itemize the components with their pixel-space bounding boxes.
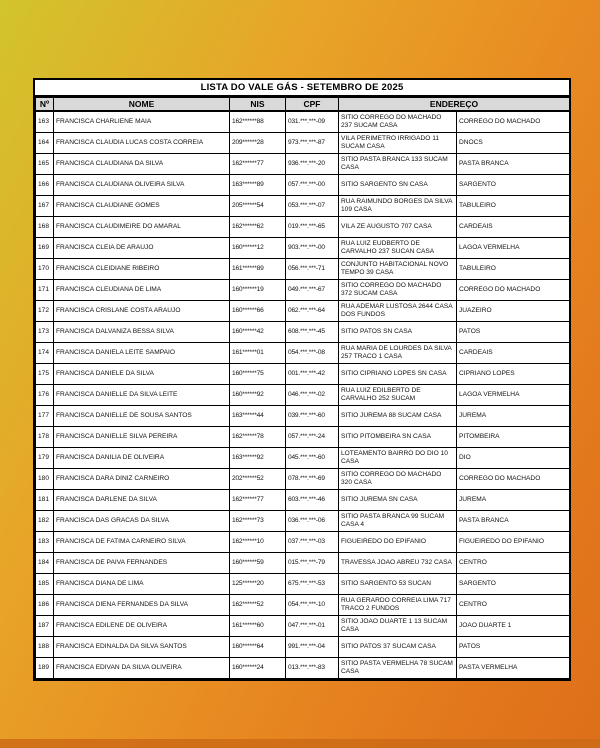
cell-endereco: SITIO JUREMA 88 SUCAM CASA (339, 406, 457, 427)
cell-num: 166 (36, 175, 54, 196)
cell-endereco: SITIO JOAO DUARTE 1 13 SUCAM CASA (339, 616, 457, 637)
cell-nis: 209******28 (230, 133, 286, 154)
cell-endereco: SITIO PASTA BRANCA 99 SUCAM CASA 4 (339, 511, 457, 532)
cell-num: 163 (36, 111, 54, 133)
cell-cpf: 047.***.***-01 (286, 616, 339, 637)
cell-cpf: 675.***.***-53 (286, 574, 339, 595)
cell-num: 169 (36, 238, 54, 259)
cell-bairro: CARDEAIS (457, 343, 570, 364)
cell-cpf: 936.***.***-20 (286, 154, 339, 175)
cell-bairro: PASTA VERMELHA (457, 658, 570, 679)
cell-cpf: 903.***.***-00 (286, 238, 339, 259)
cell-cpf: 057.***.***-00 (286, 175, 339, 196)
cell-num: 182 (36, 511, 54, 532)
cell-bairro: PASTA BRANCA (457, 154, 570, 175)
cell-cpf: 054.***.***-10 (286, 595, 339, 616)
cell-endereco: RUA LUIZ EUDBERTO DE CARVALHO 237 SUCAN CASA (339, 238, 457, 259)
cell-endereco: SITIO PATOS 37 SUCAM CASA (339, 637, 457, 658)
cell-cpf: 037.***.***-03 (286, 532, 339, 553)
table-row (36, 322, 570, 343)
cell-endereco: LOTEAMENTO BAIRRO DO DIO 10 CASA (339, 448, 457, 469)
cell-nome: FRANCISCA EDILENE DE OLIVEIRA (54, 616, 230, 637)
table-row (36, 280, 570, 301)
cell-nis: 162******62 (230, 217, 286, 238)
table-row (36, 301, 570, 322)
cell-nis: 125******20 (230, 574, 286, 595)
cell-nome: FRANCISCA DALVANIZA BESSA SILVA (54, 322, 230, 343)
table-header-row (36, 98, 570, 112)
cell-endereco: TRAVESSA JOAO ABREU 732 CASA (339, 553, 457, 574)
cell-bairro: PATOS (457, 322, 570, 343)
cell-nome: FRANCISCA CLEUDIANA DE LIMA (54, 280, 230, 301)
cell-nome: FRANCISCA DIANA DE LIMA (54, 574, 230, 595)
cell-cpf: 045.***.***-60 (286, 448, 339, 469)
table-body (36, 111, 570, 679)
cell-cpf: 001.***.***-42 (286, 364, 339, 385)
cell-nis: 161******89 (230, 259, 286, 280)
cell-nome: FRANCISCA CLAUDIA LUCAS COSTA CORREIA (54, 133, 230, 154)
cell-endereco: SITIO SARGENTO 53 SUCAN (339, 574, 457, 595)
cell-nome: FRANCISCA CLAUDIMEIRE DO AMARAL (54, 217, 230, 238)
cell-num: 188 (36, 637, 54, 658)
cell-num: 171 (36, 280, 54, 301)
cell-nome: FRANCISCA DARA DINIZ CARNEIRO (54, 469, 230, 490)
cell-nome: FRANCISCA CLAUDIANE GOMES (54, 196, 230, 217)
cell-cpf: 013.***.***-83 (286, 658, 339, 679)
cell-nome: FRANCISCA DARLENE DA SILVA (54, 490, 230, 511)
table-row (36, 616, 570, 637)
cell-nome: FRANCISCA DANILIA DE OLIVEIRA (54, 448, 230, 469)
cell-cpf: 049.***.***-67 (286, 280, 339, 301)
cell-num: 178 (36, 427, 54, 448)
table-row (36, 111, 570, 133)
cell-bairro: PASTA BRANCA (457, 511, 570, 532)
table-row (36, 217, 570, 238)
cell-cpf: 603.***.***-46 (286, 490, 339, 511)
cell-cpf: 608.***.***-45 (286, 322, 339, 343)
cell-num: 183 (36, 532, 54, 553)
table-row (36, 343, 570, 364)
cell-nis: 205******54 (230, 196, 286, 217)
cell-cpf: 019.***.***-65 (286, 217, 339, 238)
cell-num: 168 (36, 217, 54, 238)
cell-nome: FRANCISCA DANIELA LEITE SAMPAIO (54, 343, 230, 364)
cell-cpf: 015.***.***-79 (286, 553, 339, 574)
header-nis: NIS (230, 98, 286, 112)
cell-bairro: CENTRO (457, 595, 570, 616)
cell-num: 176 (36, 385, 54, 406)
cell-bairro: PATOS (457, 637, 570, 658)
cell-endereco: CONJUNTO HABITACIONAL NOVO TEMPO 39 CASA (339, 259, 457, 280)
cell-cpf: 078.***.***-69 (286, 469, 339, 490)
cell-bairro: LAGOA VERMELHA (457, 238, 570, 259)
cell-nis: 160******66 (230, 301, 286, 322)
table-row (36, 175, 570, 196)
table-row (36, 364, 570, 385)
table-row (36, 595, 570, 616)
cell-nome: FRANCISCA CLEIA DE ARAUJO (54, 238, 230, 259)
cell-endereco: SITIO PASTA VERMELHA 78 SUCAM CASA (339, 658, 457, 679)
cell-endereco: SITIO CORREGO DO MACHADO 237 SUCAM CASA (339, 111, 457, 133)
cell-num: 170 (36, 259, 54, 280)
cell-num: 186 (36, 595, 54, 616)
cell-nome: FRANCISCA DANIELLE SILVA PEREIRA (54, 427, 230, 448)
cell-num: 164 (36, 133, 54, 154)
cell-endereco: SITIO PITOMBEIRA SN CASA (339, 427, 457, 448)
cell-nome: FRANCISCA CHARLIENE MAIA (54, 111, 230, 133)
cell-num: 165 (36, 154, 54, 175)
cell-nis: 163******92 (230, 448, 286, 469)
table-row (36, 532, 570, 553)
cell-nis: 162******10 (230, 532, 286, 553)
document-sheet (33, 78, 571, 681)
cell-cpf: 062.***.***-64 (286, 301, 339, 322)
cell-nome: FRANCISCA CLEIDIANE RIBEIRO (54, 259, 230, 280)
cell-cpf: 054.***.***-08 (286, 343, 339, 364)
cell-nome: FRANCISCA DIENA FERNANDES DA SILVA (54, 595, 230, 616)
cell-nis: 160******12 (230, 238, 286, 259)
cell-bairro: DIO (457, 448, 570, 469)
table-row (36, 238, 570, 259)
table-row (36, 637, 570, 658)
cell-endereco: SITIO PATOS SN CASA (339, 322, 457, 343)
cell-bairro: FIGUEIREDO DO EPIFANIO (457, 532, 570, 553)
cell-nome: FRANCISCA EDIVAN DA SILVA OLIVEIRA (54, 658, 230, 679)
cell-nome: FRANCISCA CLAUDIANA DA SILVA (54, 154, 230, 175)
cell-num: 175 (36, 364, 54, 385)
cell-num: 179 (36, 448, 54, 469)
cell-nis: 160******75 (230, 364, 286, 385)
table-row (36, 133, 570, 154)
cell-cpf: 991.***.***-04 (286, 637, 339, 658)
cell-nome: FRANCISCA DE PAIVA FERNANDES (54, 553, 230, 574)
cell-nome: FRANCISCA DANIELLE DE SOUSA SANTOS (54, 406, 230, 427)
page-background-bottom-strip (0, 739, 600, 748)
cell-bairro: JUREMA (457, 406, 570, 427)
cell-nis: 160******24 (230, 658, 286, 679)
cell-bairro: CORREGO DO MACHADO (457, 280, 570, 301)
cell-cpf: 057.***.***-24 (286, 427, 339, 448)
cell-nis: 160******42 (230, 322, 286, 343)
cell-endereco: SITIO JUREMA SN CASA (339, 490, 457, 511)
cell-endereco: SITIO CIPRIANO LOPES SN CASA (339, 364, 457, 385)
cell-endereco: RUA LUIZ EDILBERTO DE CARVALHO 252 SUCAM (339, 385, 457, 406)
table-row (36, 469, 570, 490)
vale-gas-table (35, 97, 570, 679)
cell-nome: FRANCISCA DANIELE DA SILVA (54, 364, 230, 385)
cell-endereco: SITIO CORREGO DO MACHADO 372 SUCAM CASA (339, 280, 457, 301)
cell-num: 185 (36, 574, 54, 595)
document-title: LISTA DO VALE GÁS - SETEMBRO DE 2025 (35, 80, 569, 97)
cell-nis: 160******92 (230, 385, 286, 406)
cell-cpf: 056.***.***-71 (286, 259, 339, 280)
cell-bairro: CORREGO DO MACHADO (457, 469, 570, 490)
table-row (36, 490, 570, 511)
cell-num: 173 (36, 322, 54, 343)
cell-nome: FRANCISCA DAS GRACAS DA SILVA (54, 511, 230, 532)
cell-nis: 160******59 (230, 553, 286, 574)
cell-endereco: RUA GERARDO CORREIA LIMA 717 TRACO 2 FUNDOS (339, 595, 457, 616)
cell-nome: FRANCISCA CLAUDIANA OLIVEIRA SILVA (54, 175, 230, 196)
cell-bairro: SARGENTO (457, 175, 570, 196)
header-cpf: CPF (286, 98, 339, 112)
cell-bairro: LAGOA VERMELHA (457, 385, 570, 406)
cell-cpf: 046.***.***-02 (286, 385, 339, 406)
cell-bairro: CARDEAIS (457, 217, 570, 238)
cell-bairro: DNOCS (457, 133, 570, 154)
table-row (36, 406, 570, 427)
cell-nis: 202******52 (230, 469, 286, 490)
table-row (36, 154, 570, 175)
cell-num: 181 (36, 490, 54, 511)
cell-num: 187 (36, 616, 54, 637)
cell-endereco: RUA MARIA DE LOURDES DA SILVA 257 TRACO 1 CASA (339, 343, 457, 364)
cell-bairro: TABULEIRO (457, 259, 570, 280)
cell-num: 177 (36, 406, 54, 427)
cell-endereco: SITIO PASTA BRANCA 133 SUCAM CASA (339, 154, 457, 175)
cell-nome: FRANCISCA CRISLANE COSTA ARAUJO (54, 301, 230, 322)
cell-endereco: SITIO SARGENTO SN CASA (339, 175, 457, 196)
cell-bairro: CENTRO (457, 553, 570, 574)
header-endereco: ENDEREÇO (339, 98, 570, 112)
cell-cpf: 036.***.***-06 (286, 511, 339, 532)
cell-endereco: RUA RAIMUNDO BORGES DA SILVA 109 CASA (339, 196, 457, 217)
cell-bairro: CIPRIANO LOPES (457, 364, 570, 385)
header-nome: NOME (54, 98, 230, 112)
cell-endereco: FIGUEIREDO DO EPIFANIO (339, 532, 457, 553)
table-row (36, 448, 570, 469)
cell-nis: 162******73 (230, 511, 286, 532)
cell-nis: 163******44 (230, 406, 286, 427)
cell-cpf: 039.***.***-60 (286, 406, 339, 427)
table-row (36, 427, 570, 448)
cell-bairro: JOAO DUARTE 1 (457, 616, 570, 637)
cell-endereco: VILA ZE AUGUSTO 707 CASA (339, 217, 457, 238)
cell-nis: 163******89 (230, 175, 286, 196)
cell-bairro: TABULEIRO (457, 196, 570, 217)
cell-num: 174 (36, 343, 54, 364)
cell-nis: 162******52 (230, 595, 286, 616)
cell-nis: 160******19 (230, 280, 286, 301)
cell-bairro: SARGENTO (457, 574, 570, 595)
cell-bairro: PITOMBEIRA (457, 427, 570, 448)
cell-nis: 162******77 (230, 490, 286, 511)
cell-nis: 161******01 (230, 343, 286, 364)
cell-endereco: RUA ADEMAR LUSTOSA 2644 CASA DOS FUNDOS (339, 301, 457, 322)
cell-nis: 162******78 (230, 427, 286, 448)
cell-nome: FRANCISCA EDINALDA DA SILVA SANTOS (54, 637, 230, 658)
cell-num: 167 (36, 196, 54, 217)
table-row (36, 259, 570, 280)
cell-nis: 162******88 (230, 111, 286, 133)
cell-nis: 160******64 (230, 637, 286, 658)
cell-cpf: 053.***.***-07 (286, 196, 339, 217)
cell-endereco: VILA PERIMETRO IRRIGADO 11 SUCAM CASA (339, 133, 457, 154)
cell-cpf: 031.***.***-09 (286, 111, 339, 133)
table-row (36, 385, 570, 406)
cell-nis: 161******60 (230, 616, 286, 637)
cell-num: 172 (36, 301, 54, 322)
cell-bairro: JUAZEIRO (457, 301, 570, 322)
cell-bairro: CORREGO DO MACHADO (457, 111, 570, 133)
table-row (36, 511, 570, 532)
cell-nis: 162******77 (230, 154, 286, 175)
table-row (36, 196, 570, 217)
cell-cpf: 973.***.***-87 (286, 133, 339, 154)
cell-num: 184 (36, 553, 54, 574)
table-row (36, 658, 570, 679)
header-num: Nº (36, 98, 54, 112)
cell-nome: FRANCISCA DE FATIMA CARNEIRO SILVA (54, 532, 230, 553)
cell-bairro: JUREMA (457, 490, 570, 511)
table-row (36, 574, 570, 595)
cell-num: 189 (36, 658, 54, 679)
cell-nome: FRANCISCA DANIELLE DA SILVA LEITE (54, 385, 230, 406)
table-row (36, 553, 570, 574)
cell-endereco: SITIO CORREGO DO MACHADO 320 CASA (339, 469, 457, 490)
cell-num: 180 (36, 469, 54, 490)
